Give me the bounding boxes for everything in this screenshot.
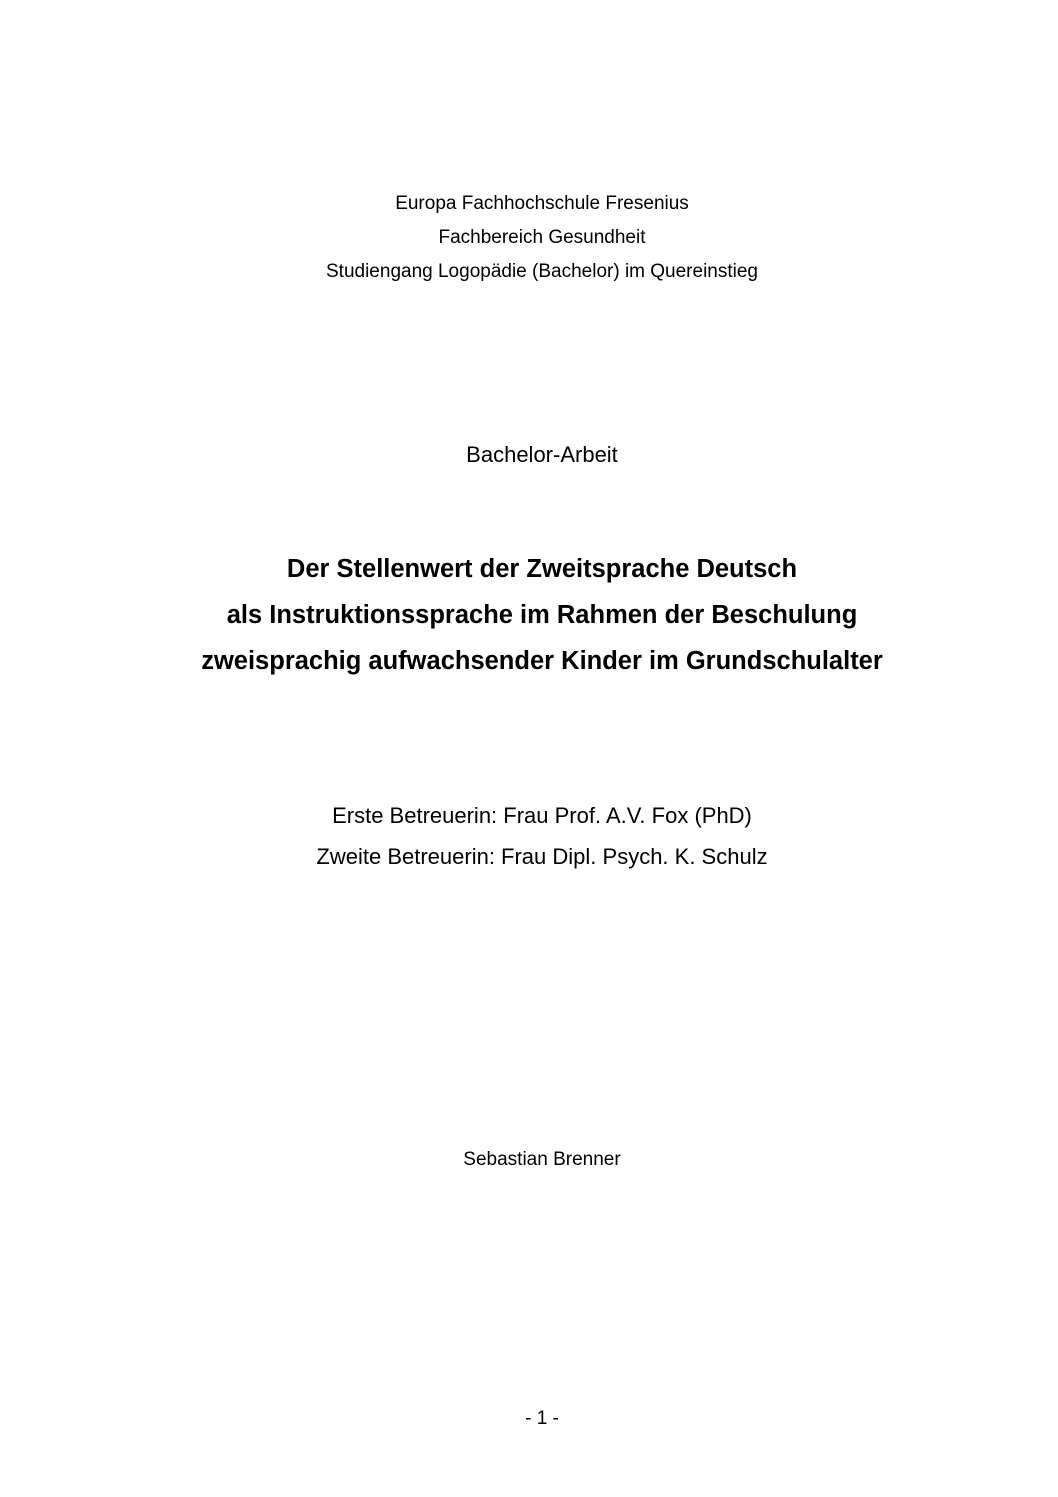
title-line-3: zweisprachig aufwachsender Kinder im Grundschulalter	[201, 647, 883, 675]
second-supervisor: Zweite Betreuerin: Frau Dipl. Psych. K. Schulz	[316, 844, 768, 869]
program-name: Studiengang Logopädie (Bachelor) im Quereinstieg	[326, 261, 758, 282]
thesis-type: Bachelor-Arbeit	[466, 442, 618, 467]
first-supervisor: Erste Betreuerin: Frau Prof. A.V. Fox (PhD)	[332, 803, 752, 828]
title-line-2: als Instruktionssprache im Rahmen der Beschulung	[226, 601, 858, 629]
author-name: Sebastian Brenner	[463, 1149, 621, 1170]
institution-name: Europa Fachhochschule Fresenius	[395, 193, 689, 214]
page-number: - 1 -	[525, 1408, 559, 1429]
department-name: Fachbereich Gesundheit	[438, 227, 646, 248]
title-line-1: Der Stellenwert der Zweitsprache Deutsch	[286, 555, 798, 583]
